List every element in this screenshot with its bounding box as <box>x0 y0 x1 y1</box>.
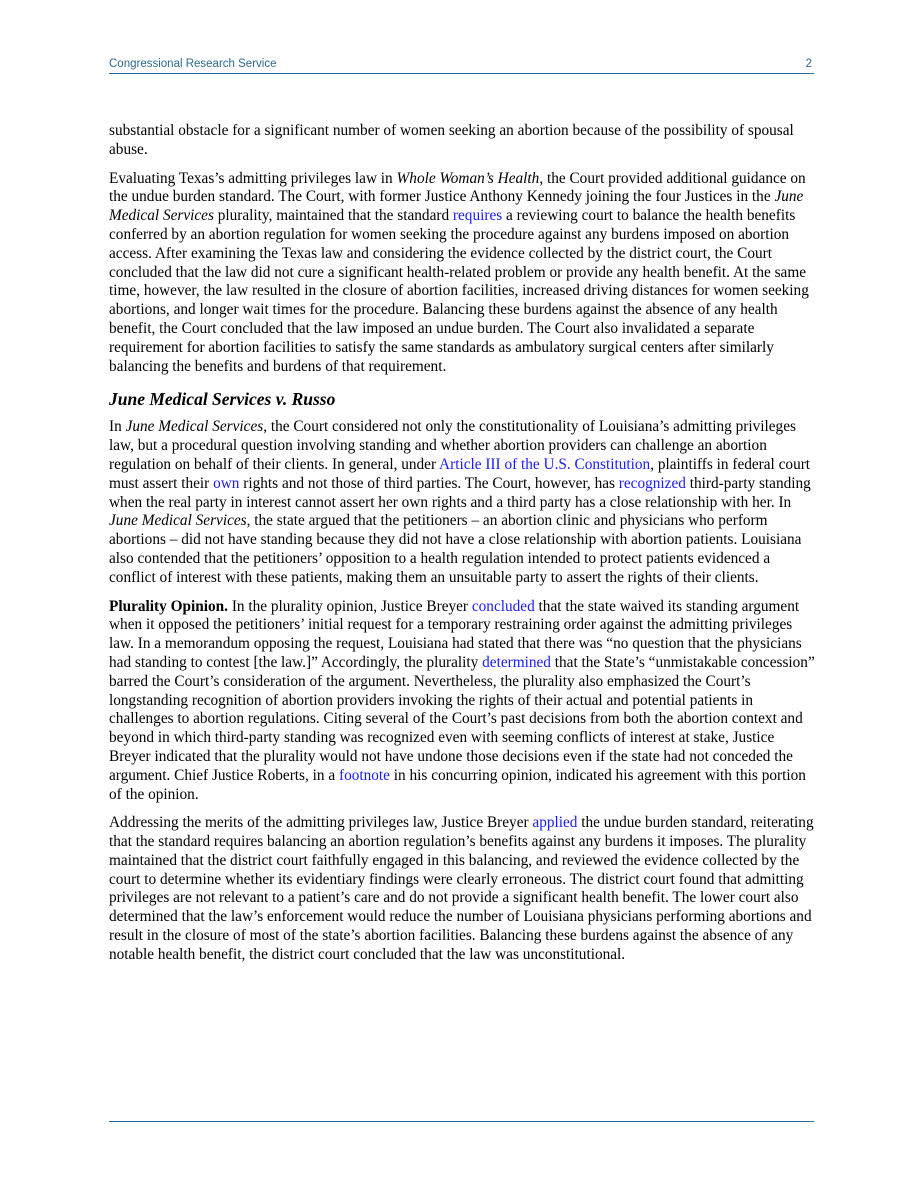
header-page-number: 2 <box>805 58 812 70</box>
paragraph-text: , the Court provided additional guidance on the undue burden standard. The Court, with former Justice Anthony Kennedy joining the four Justices in the <box>109 169 806 206</box>
paragraph-1 <box>109 122 815 160</box>
paragraph-text: third-party standing when the real party in interest cannot assert her own rights and a third party has a close relationship with her. In <box>109 474 811 511</box>
document-body <box>109 122 815 975</box>
case-name-italic: Whole Woman’s Health <box>396 169 540 187</box>
paragraph-text: , plaintiffs in federal court must assert their <box>109 455 811 492</box>
header-publisher: Congressional Research Service <box>109 58 277 70</box>
footer-divider <box>109 1121 814 1122</box>
link-recognized[interactable]: recognized <box>618 474 686 492</box>
paragraph-text: plurality, maintained that the standard <box>213 207 453 225</box>
paragraph-3 <box>109 418 815 587</box>
case-name-italic: June Medical Services <box>125 418 264 436</box>
paragraph-text: In <box>109 418 126 436</box>
run-in-heading: Plurality Opinion. <box>109 597 228 615</box>
header-divider <box>109 73 814 74</box>
section-heading: June Medical Services v. Russo <box>109 389 336 410</box>
paragraph-2 <box>109 170 815 377</box>
paragraph-text: Evaluating Texas’s admitting privileges law in <box>109 169 397 187</box>
paragraph-text: that the State’s “unmistakable concession” barred the Court’s consideration of the argument. Nevertheless, the plurality also emphasized the Court’s longstanding recognition of abortion providers invoking the rights of their actual and potential patients in challenges to abortion regulations. Citing several of the Court’s past decisions from both the abortion context and beyond in which third-party standing was recognized even with seeming conflicts of interest at stake, Justice Breyer indicated that the plurality would not have undone those decisions even if the state had not conceded the argument. Chief Justice Roberts, in a <box>109 653 815 784</box>
paragraph-text: In the plurality opinion, Justice Breyer <box>228 597 472 615</box>
case-name-italic: June Medical Services <box>109 188 804 225</box>
paragraph-text: the undue burden standard, reiterating that the standard requires balancing an abortion regulation’s benefits against any burdens it imposes. The plurality maintained that the district court faithfully engaged in this balancing, and reviewed the evidence collected by the court to determine whether its evidentiary findings were clearly erroneous. The district court found that admitting privileges are not relevant to a patient’s care and do not provide a significant health benefit. The lower court also determined that the law’s enforcement would reduce the number of Louisiana physicians performing abortions and result in the closure of most of the state’s abortion facilities. Balancing these burdens against the absence of any notable health benefit, the district court concluded that the law was unconstitutional. <box>109 814 814 963</box>
paragraph-text: in his concurring opinion, indicated his agreement with this portion of the opinion. <box>109 766 806 803</box>
link-requires[interactable]: requires <box>452 207 503 225</box>
link-concluded[interactable]: concluded <box>471 597 535 615</box>
paragraph-text: that the state waived its standing argument when it opposed the petitioners’ initial request for a temporary restraining order against the admitting privileges law. In a memorandum opposing the request, Louisiana had stated that there was “no question that the physicians had standing to contest [the law.]” Accordingly, the plurality <box>109 597 802 671</box>
paragraph-text: a reviewing court to balance the health benefits conferred by an abortion regulation for women seeking the procedure against any burdens imposed on abortion access. After examining the Texas law and considering the evidence collected by the district court, the Court concluded that the law did not cure a significant health-related problem or provide any health benefit. At the same time, however, the law resulted in the closure of abortion facilities, increased driving distances for women seeking abortions, and longer wait times for the procedure. Balancing these burdens against the absence of any health benefit, the Court concluded that the law imposed an undue burden. The Court also invalidated a separate requirement for abortion facilities to satisfy the same standards as ambulatory surgical centers after similarly balancing the benefits and burdens of that requirement. <box>109 207 809 375</box>
case-name-italic: June Medical Services <box>109 512 247 530</box>
paragraph-text: rights and not those of third parties. The Court, however, has <box>239 474 619 492</box>
paragraph-text: , the state argued that the petitioners – an abortion clinic and physicians who perform abortions – did not have standing because they did not have a close relationship with abortion patients. Louisiana also contended that the petitioners’ opposition to a health regulation intended to protect patients evidenced a conflict of interest with these patients, making them an unsuitable party to assert the rights of their clients. <box>109 512 802 586</box>
link-article-iii[interactable]: Article III of the U.S. Constitution <box>439 455 651 473</box>
link-determined[interactable]: determined <box>482 653 551 671</box>
paragraph-text: Addressing the merits of the admitting privileges law, Justice Breyer <box>109 814 533 832</box>
link-own[interactable]: own <box>213 474 240 492</box>
paragraph-text: , the Court considered not only the constitutionality of Louisiana’s admitting privileges law, but a procedural question involving standing and whether abortion providers can challenge an abortion regulation on behalf of their clients. In general, under <box>109 418 796 473</box>
paragraph-5 <box>109 814 815 964</box>
link-applied[interactable]: applied <box>532 814 578 832</box>
paragraph-4 <box>109 598 815 805</box>
link-footnote[interactable]: footnote <box>338 766 390 784</box>
paragraph-text: substantial obstacle for a significant number of women seeking an abortion because of the possibility of spousal abuse. <box>109 122 794 158</box>
